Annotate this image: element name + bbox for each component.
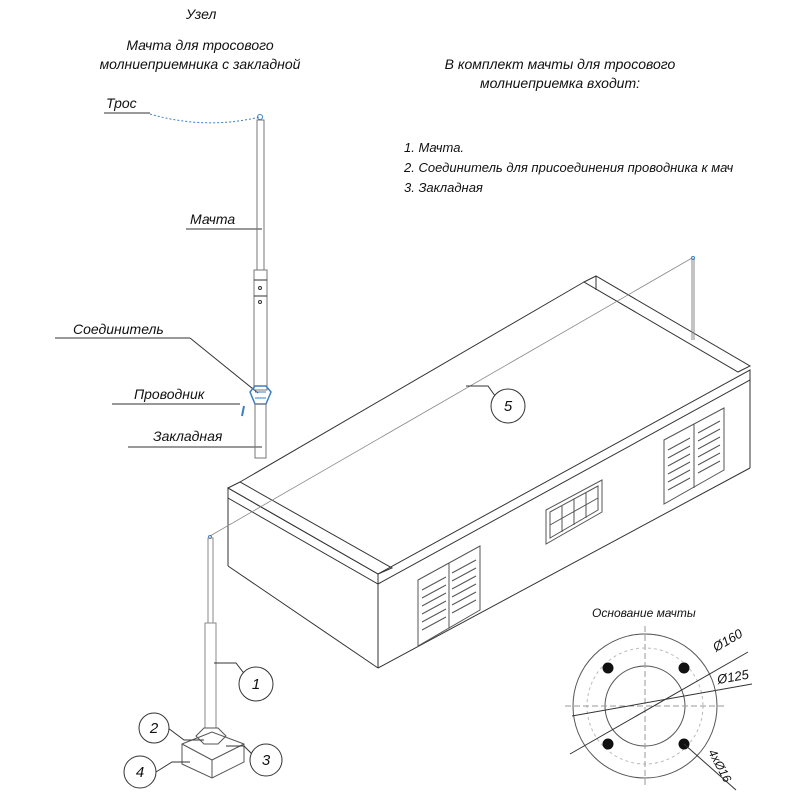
left-mast bbox=[182, 536, 244, 779]
parapet-back bbox=[584, 276, 750, 372]
node-mast-bolt-2 bbox=[259, 301, 262, 304]
node-heading: Узел bbox=[186, 6, 217, 22]
label-conductor: Проводник bbox=[134, 386, 205, 402]
door-left bbox=[418, 546, 480, 646]
dim-inner-line bbox=[572, 684, 752, 716]
kit-title-line2: молниеприемка входит: bbox=[479, 75, 641, 91]
callout-text-5: 5 bbox=[503, 397, 513, 415]
base-hole-1 bbox=[603, 663, 613, 673]
node-detail bbox=[55, 113, 271, 458]
dim-outer-text: Ø160 bbox=[710, 625, 746, 655]
dim-inner-text: Ø125 bbox=[715, 666, 750, 687]
callout-text-4: 4 bbox=[135, 763, 145, 781]
dim-holes-text: 4xØ16 bbox=[705, 746, 735, 785]
building bbox=[228, 276, 750, 668]
dim-outer-line bbox=[570, 652, 748, 754]
wall-bottom-long bbox=[378, 468, 750, 668]
callout-text-1: 1 bbox=[251, 675, 261, 693]
base-hole-3 bbox=[603, 739, 613, 749]
node-title-line1: Мачта для тросового bbox=[126, 37, 274, 53]
label-cable: Трос bbox=[106, 95, 137, 111]
leader-connector-slant bbox=[190, 338, 258, 393]
kit-item-3: 3. Закладная bbox=[404, 180, 483, 195]
label-embed: Закладная bbox=[153, 428, 223, 444]
right-mast-top bbox=[692, 257, 695, 260]
base-hole-2 bbox=[679, 663, 689, 673]
kit-title-line1: В комплект мачты для тросового bbox=[444, 56, 676, 72]
node-mast-lower bbox=[254, 270, 267, 390]
kit-item-2: 2. Соединитель для присоединения проводника к мач bbox=[404, 160, 734, 175]
callout-text-2: 2 bbox=[149, 719, 159, 737]
parapet-front bbox=[228, 488, 378, 584]
node-mast-upper bbox=[257, 120, 264, 270]
kit-item-1: 1. Мачта. bbox=[404, 140, 465, 155]
roof-edge-front bbox=[240, 282, 584, 482]
connector-shape bbox=[250, 386, 271, 404]
leader-callout-1 bbox=[214, 663, 246, 676]
node-title-line2: молниеприемника с закладной bbox=[99, 56, 301, 72]
parapet-left bbox=[228, 482, 392, 574]
embed-post bbox=[255, 404, 266, 458]
wall-bottom-front bbox=[228, 566, 378, 668]
conductor-shape bbox=[242, 406, 244, 416]
base-title: Основание мачты bbox=[592, 606, 696, 620]
leader-callout-4 bbox=[156, 762, 190, 772]
window bbox=[546, 480, 602, 544]
label-mast: Мачта bbox=[190, 211, 236, 227]
cable-line bbox=[150, 114, 260, 123]
label-connector: Соединитель bbox=[73, 321, 164, 337]
main-cable bbox=[210, 258, 692, 536]
node-mast-bolt-1 bbox=[259, 287, 262, 290]
callout-text-3: 3 bbox=[261, 751, 271, 769]
left-mast-foundation bbox=[182, 732, 244, 778]
